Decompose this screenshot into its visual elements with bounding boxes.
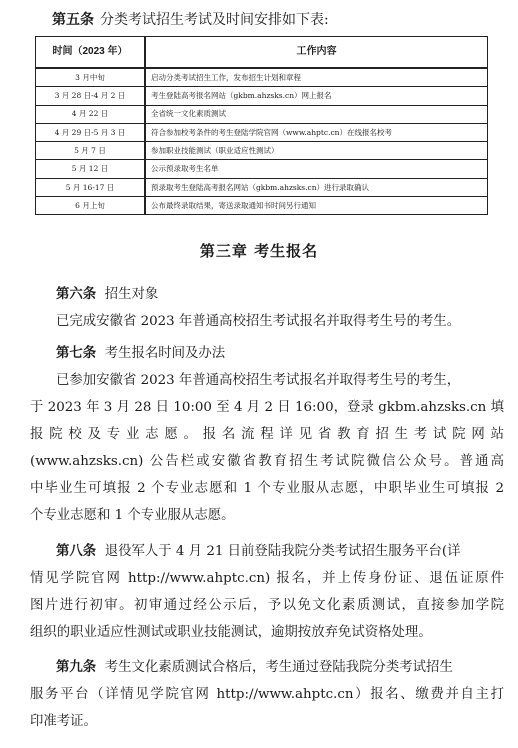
- work-cell: 公示预录取考生名单: [145, 160, 488, 178]
- paragraph-line: 情见学院官网 http://www.ahptc.cn) 报名，并上传身份证、退伍证原件: [30, 571, 504, 586]
- paragraph-line: 图片进行初审。初审通过经公示后，予以免文化素质测试，直接参加学院: [30, 598, 504, 613]
- time-cell: 5 月 16-17 日: [36, 178, 146, 196]
- column-header-time: 时间（2023 年）: [36, 37, 146, 69]
- paragraph-line: 个专业志愿和 1 个专业服从志愿。: [30, 508, 235, 523]
- paragraph-line: (www.ahzsks.cn) 公告栏或安徽省教育招生考试院微信公众号。普通高: [30, 454, 504, 469]
- time-cell: 4 月 29 日-5 月 3 日: [36, 123, 146, 141]
- article-number: 第七条: [56, 345, 97, 361]
- table-row: [36, 87, 488, 105]
- article-text: 分类考试招生考试及时间安排如下表:: [100, 12, 329, 28]
- work-cell: 符合参加校考条件的考生登陆学院官网（www.ahptc.cn）在线报名校考: [145, 123, 488, 141]
- article-title: 考生报名时间及办法: [104, 346, 226, 361]
- table-row: [36, 68, 488, 87]
- work-cell: 公布最终录取结果，寄送录取通知书时间另行通知: [145, 197, 488, 215]
- table-row: [36, 160, 488, 178]
- paragraph-line: 印准考证。: [30, 714, 97, 729]
- article-number: 第八条: [56, 543, 97, 559]
- article-number: 第六条: [56, 286, 97, 302]
- table-row: [36, 178, 488, 196]
- paragraph-line: 中毕业生可填报 2 个专业志愿和 1 个专业服从志愿，中职毕业生可填报 2: [30, 481, 504, 496]
- article-8-first-line: [30, 538, 504, 565]
- work-cell: 启动分类考试招生工作，发布招生计划和章程: [145, 68, 488, 87]
- paragraph-line: 报院校及专业志愿。报名流程详见省教育招生考试院网站: [30, 427, 504, 442]
- article-title: 招生对象: [104, 287, 159, 302]
- schedule-table: [35, 36, 488, 215]
- table-row: [36, 197, 488, 215]
- paragraph-line: 于 2023 年 3 月 28 日 10:00 至 4 月 2 日 16:00，登录 gkbm.ahzsks.cn 填: [30, 400, 504, 415]
- article-text: 退役军人于 4 月 21 日前登陆我院分类考试招生服务平台(详: [104, 544, 461, 559]
- work-cell: 全省统一文化素质测试: [145, 105, 488, 123]
- article-9-first-line: [30, 654, 504, 681]
- column-header-work: 工作内容: [145, 37, 488, 69]
- article-7-heading: [30, 340, 504, 367]
- table-row: [36, 142, 488, 160]
- time-cell: 5 月 12 日: [36, 160, 146, 178]
- table-row: [36, 123, 488, 141]
- article-6-heading: [30, 281, 504, 308]
- table-header-row: [36, 37, 488, 69]
- article-number: 第五条: [52, 12, 94, 28]
- paragraph-line: 服务平台（详情见学院官网 http://www.ahptc.cn）报名、缴费并自主打: [30, 687, 504, 702]
- article-8: [30, 538, 504, 646]
- work-cell: 参加职业技能测试（职业适应性测试）: [145, 142, 488, 160]
- time-cell: 3 月 28 日-4 月 2 日: [36, 87, 146, 105]
- article-5-heading: [52, 9, 329, 29]
- chapter-title: 第三章 考生报名: [199, 242, 319, 260]
- article-text: 考生文化素质测试合格后，考生通过登陆我院分类考试招生: [104, 660, 453, 675]
- article-number: 第九条: [56, 659, 97, 675]
- time-cell: 3 月中旬: [36, 68, 146, 87]
- table-row: [36, 105, 488, 123]
- work-cell: 预录取考生登陆高考报名网站（gkbm.ahzsks.cn）进行录取确认: [145, 178, 488, 196]
- time-cell: 4 月 22 日: [36, 105, 146, 123]
- paragraph-line: 组织的职业适应性测试或职业技能测试，逾期按放弃免试资格处理。: [30, 625, 432, 640]
- article-9: [30, 654, 504, 735]
- time-cell: 6 月上旬: [36, 197, 146, 215]
- work-cell: 考生登陆高考报名网站（gkbm.ahzsks.cn）网上报名: [145, 87, 488, 105]
- time-cell: 5 月 7 日: [36, 142, 146, 160]
- article-7: [30, 340, 504, 529]
- article-6-body: 已完成安徽省 2023 年普通高校招生考试报名并取得考生号的考生。: [56, 314, 461, 329]
- paragraph-line: 已参加安徽省 2023 年普通高校招生考试报名并取得考生号的考生，: [56, 373, 461, 388]
- article-6: [30, 281, 504, 335]
